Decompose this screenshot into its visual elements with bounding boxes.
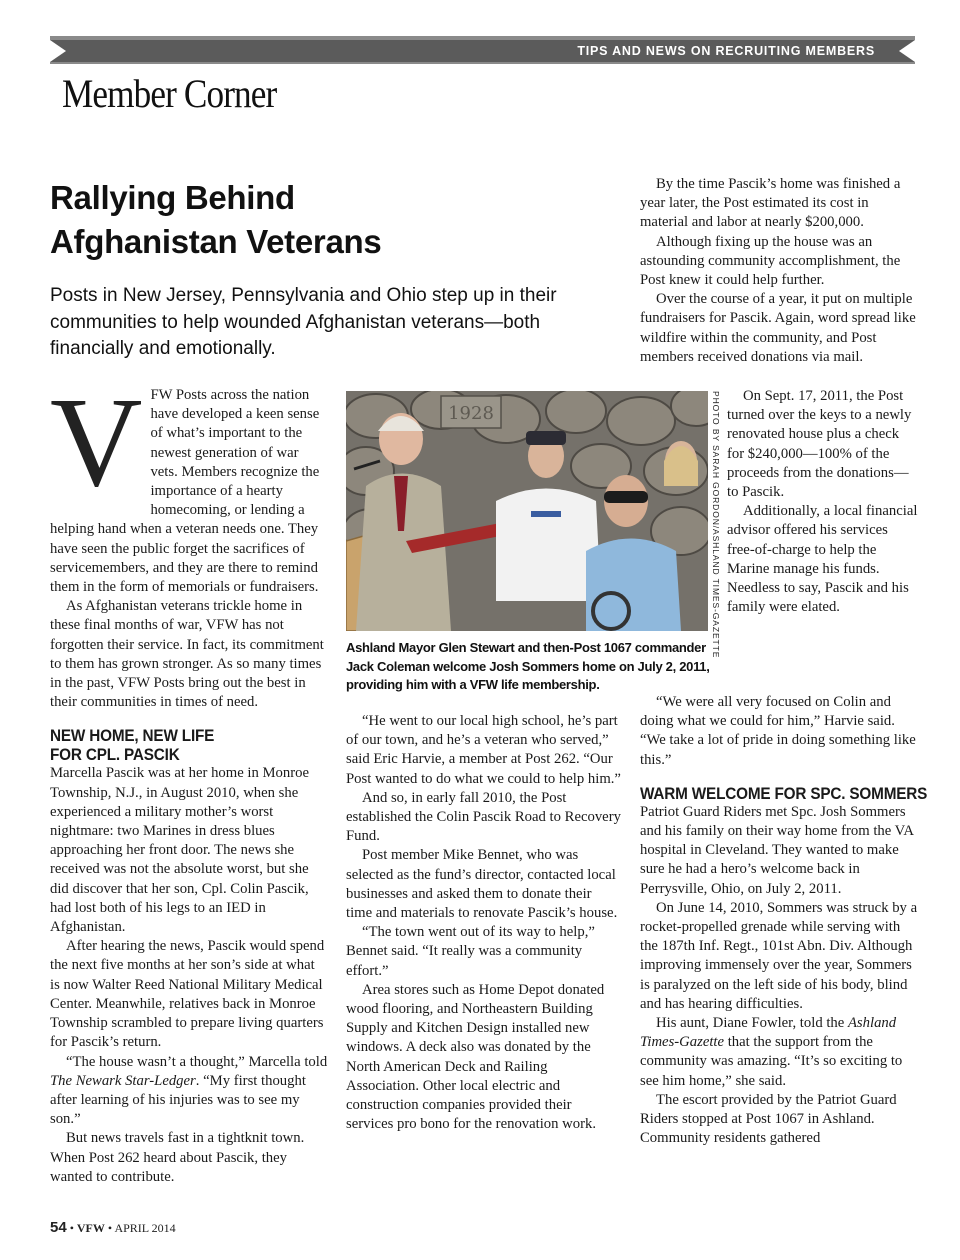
paragraph: FW Posts across the nation have developed a keen sense of what’s important to the newest generation of war vets. Members recognize the importance of a hearty homecoming, or lending a helping hand when a veteran needs one. They have seen the public forget the sacrifices of servicemembers, and they are there to remind them in the form of memorials or fundraisers. xyxy=(50,387,320,596)
photo-illustration xyxy=(346,391,708,631)
paragraph: On Sept. 17, 2011, the Post turned over the keys to a newly renovated house plus a check for $240,000—100% of the proceeds from the donations—to Pascik. xyxy=(727,388,912,501)
paragraph: But news travels fast in a tightknit town. When Post 262 heard about Pascik, they wanted to contribute. xyxy=(50,1130,305,1185)
section-title: Member Corner xyxy=(62,71,277,116)
publication-name: Ashland Times-Gazette xyxy=(640,1015,897,1051)
paragraph: The escort provided by the Patriot Guard Riders stopped at Post 1067 in Ashland. Community residents gathered xyxy=(640,1091,897,1147)
stone-inscription: 1928 xyxy=(448,403,494,424)
magazine-name: VFW xyxy=(76,1221,105,1235)
paragraph: Area stores such as Home Depot donated wood flooring, and Northeastern Building Supply and Kitchen Design installed new windows. A deck also was donated by the North American Deck and Railing Association. Other local electric and construction companies provided their services pro bono for the renovation work. xyxy=(346,981,605,1133)
article-photo xyxy=(346,391,708,631)
article-column-3-wrap xyxy=(727,387,919,617)
page-footer xyxy=(50,1219,176,1236)
paragraph: “We were all very focused on Colin and doing what we could for him,” Harvie said. “We take a lot of pride in doing something like this.” xyxy=(640,694,916,768)
paragraph: After hearing the news, Pascik would spend the next five months at her son’s side at what is now Walter Reed National Military Medical Center. Meanwhile, relatives back in Monroe Township scrambled to prepare living quarters for Pascik’s return. xyxy=(50,938,325,1051)
paragraph: Over the course of a year, it put on multiple fundraisers for Pascik. Again, word spread like wildfire within the community, and Post members received donations via mail. xyxy=(640,291,916,365)
article-column-3-bottom xyxy=(640,693,928,1148)
paragraph: Post member Mike Bennet, who was selected as the fund’s director, contacted local businesses and asked them to donate their time and materials to renovate Pascik’s house. xyxy=(346,847,618,922)
section-heading-line-2: FOR CPL. PASCIK xyxy=(50,745,180,765)
quote-text: . “My first thought after learning of his injuries was to see my son.” xyxy=(50,1072,306,1128)
photo-credit-text: PHOTO BY SARAH GORDON/ASHLAND TIMES-GAZETTE xyxy=(711,391,721,659)
banner-left-notch xyxy=(50,40,66,62)
section-banner xyxy=(50,40,915,62)
issue-date: APRIL 2014 xyxy=(114,1221,176,1235)
drop-cap: V xyxy=(50,371,143,513)
paragraph: Although fixing up the house was an astounding community accomplishment, the Post knew it could help further. xyxy=(640,233,901,289)
paragraph: On June 14, 2010, Sommers was struck by a rocket-propelled grenade while serving with the 187th Inf. Regt., 101st Abn. Div. Although improving immensely over the year, Sommers is paralyzed on the left side of his body, blind and has hearing difficulties. xyxy=(640,899,918,1012)
paragraph: Marcella Pascik was at her home in Monroe Township, N.J., in August 2010, when she experienced a military mother’s worst nightmare: two Marines in dress blues approaching her front door. The news she received was not the absolute worst, but she did discover that her son, Cpl. Colin Pascik, had lost both of his legs to an IED in Afghanistan. xyxy=(50,765,309,936)
paragraph: Additionally, a local financial advisor offered his services free-of-charge to help the Marine manage his funds. Needless to say, Pascik and his family were elated. xyxy=(727,503,918,616)
footer-separator: • xyxy=(69,1221,74,1235)
paragraph xyxy=(50,1053,328,1130)
photo-caption: Ashland Mayor Glen Stewart and then-Post 1067 commander Jack Coleman welcome Josh Sommers home on July 2, 2011, providing him with a VFW life membership. xyxy=(346,640,710,692)
quote-text: that the support from the community was amazing. “It’s so exciting to see him home,” she said. xyxy=(640,1034,903,1089)
banner-text: TIPS AND NEWS ON RECRUITING MEMBERS xyxy=(577,44,875,58)
banner-right-notch xyxy=(899,40,915,62)
paragraph: “He went to our local high school, he’s part of our town, and he’s a veteran who served,” said Eric Harvie, a member at Post 262. “Our Post wanted to do what we could to help him.” xyxy=(346,713,621,787)
paragraph: And so, in early fall 2010, the Post established the Colin Pascik Road to Recovery Fund. xyxy=(346,789,621,845)
headline-line-2: Afghanistan Veterans xyxy=(50,223,382,260)
publication-name: The Newark Star-Ledger xyxy=(50,1072,196,1089)
paragraph xyxy=(640,1014,920,1091)
page-number: 54 xyxy=(50,1219,67,1236)
article-column-3-top xyxy=(640,175,920,367)
section-heading-sommers: WARM WELCOME FOR SPC. SOMMERS xyxy=(640,783,928,803)
article-column-2 xyxy=(346,712,621,1134)
footer-separator: • xyxy=(107,1221,113,1235)
subheadline: Posts in New Jersey, Pennsylvania and Ohio step up in their communities to help wounded Afghanistan veterans—both financially and emotionally. xyxy=(50,285,557,359)
section-heading-pascik xyxy=(50,726,300,764)
banner-bottom-rule xyxy=(50,62,915,64)
headline-line-1: Rallying Behind xyxy=(50,179,295,216)
headline xyxy=(50,176,490,264)
photo-credit xyxy=(711,391,725,659)
quote-text: “The house wasn’t a thought,” Marcella told xyxy=(66,1053,328,1070)
paragraph: By the time Pascik’s home was finished a year later, the Post estimated its cost in material and labor at nearly $200,000. xyxy=(640,176,901,231)
paragraph: “The town went out of its way to help,” Bennet said. “It really was a community effort.” xyxy=(346,924,595,979)
section-heading-line-1: NEW HOME, NEW LIFE xyxy=(50,726,215,746)
quote-text: His aunt, Diane Fowler, told the xyxy=(656,1015,848,1032)
paragraph: As Afghanistan veterans trickle home in these final months of war, VFW has not forgotten their service. In fact, its commitment to them has grown stronger. As so many times in the past, VFW Posts bring out the best in their communities in times of need. xyxy=(50,598,324,711)
paragraph: Patriot Guard Riders met Spc. Josh Sommers and his family on their way home from the VA hospital in Cleveland. They wanted to make sure he had a hero’s welcome back in Perrysville, Ohio, on July 2, 2011. xyxy=(640,803,914,897)
article-column-1 xyxy=(50,371,328,1187)
